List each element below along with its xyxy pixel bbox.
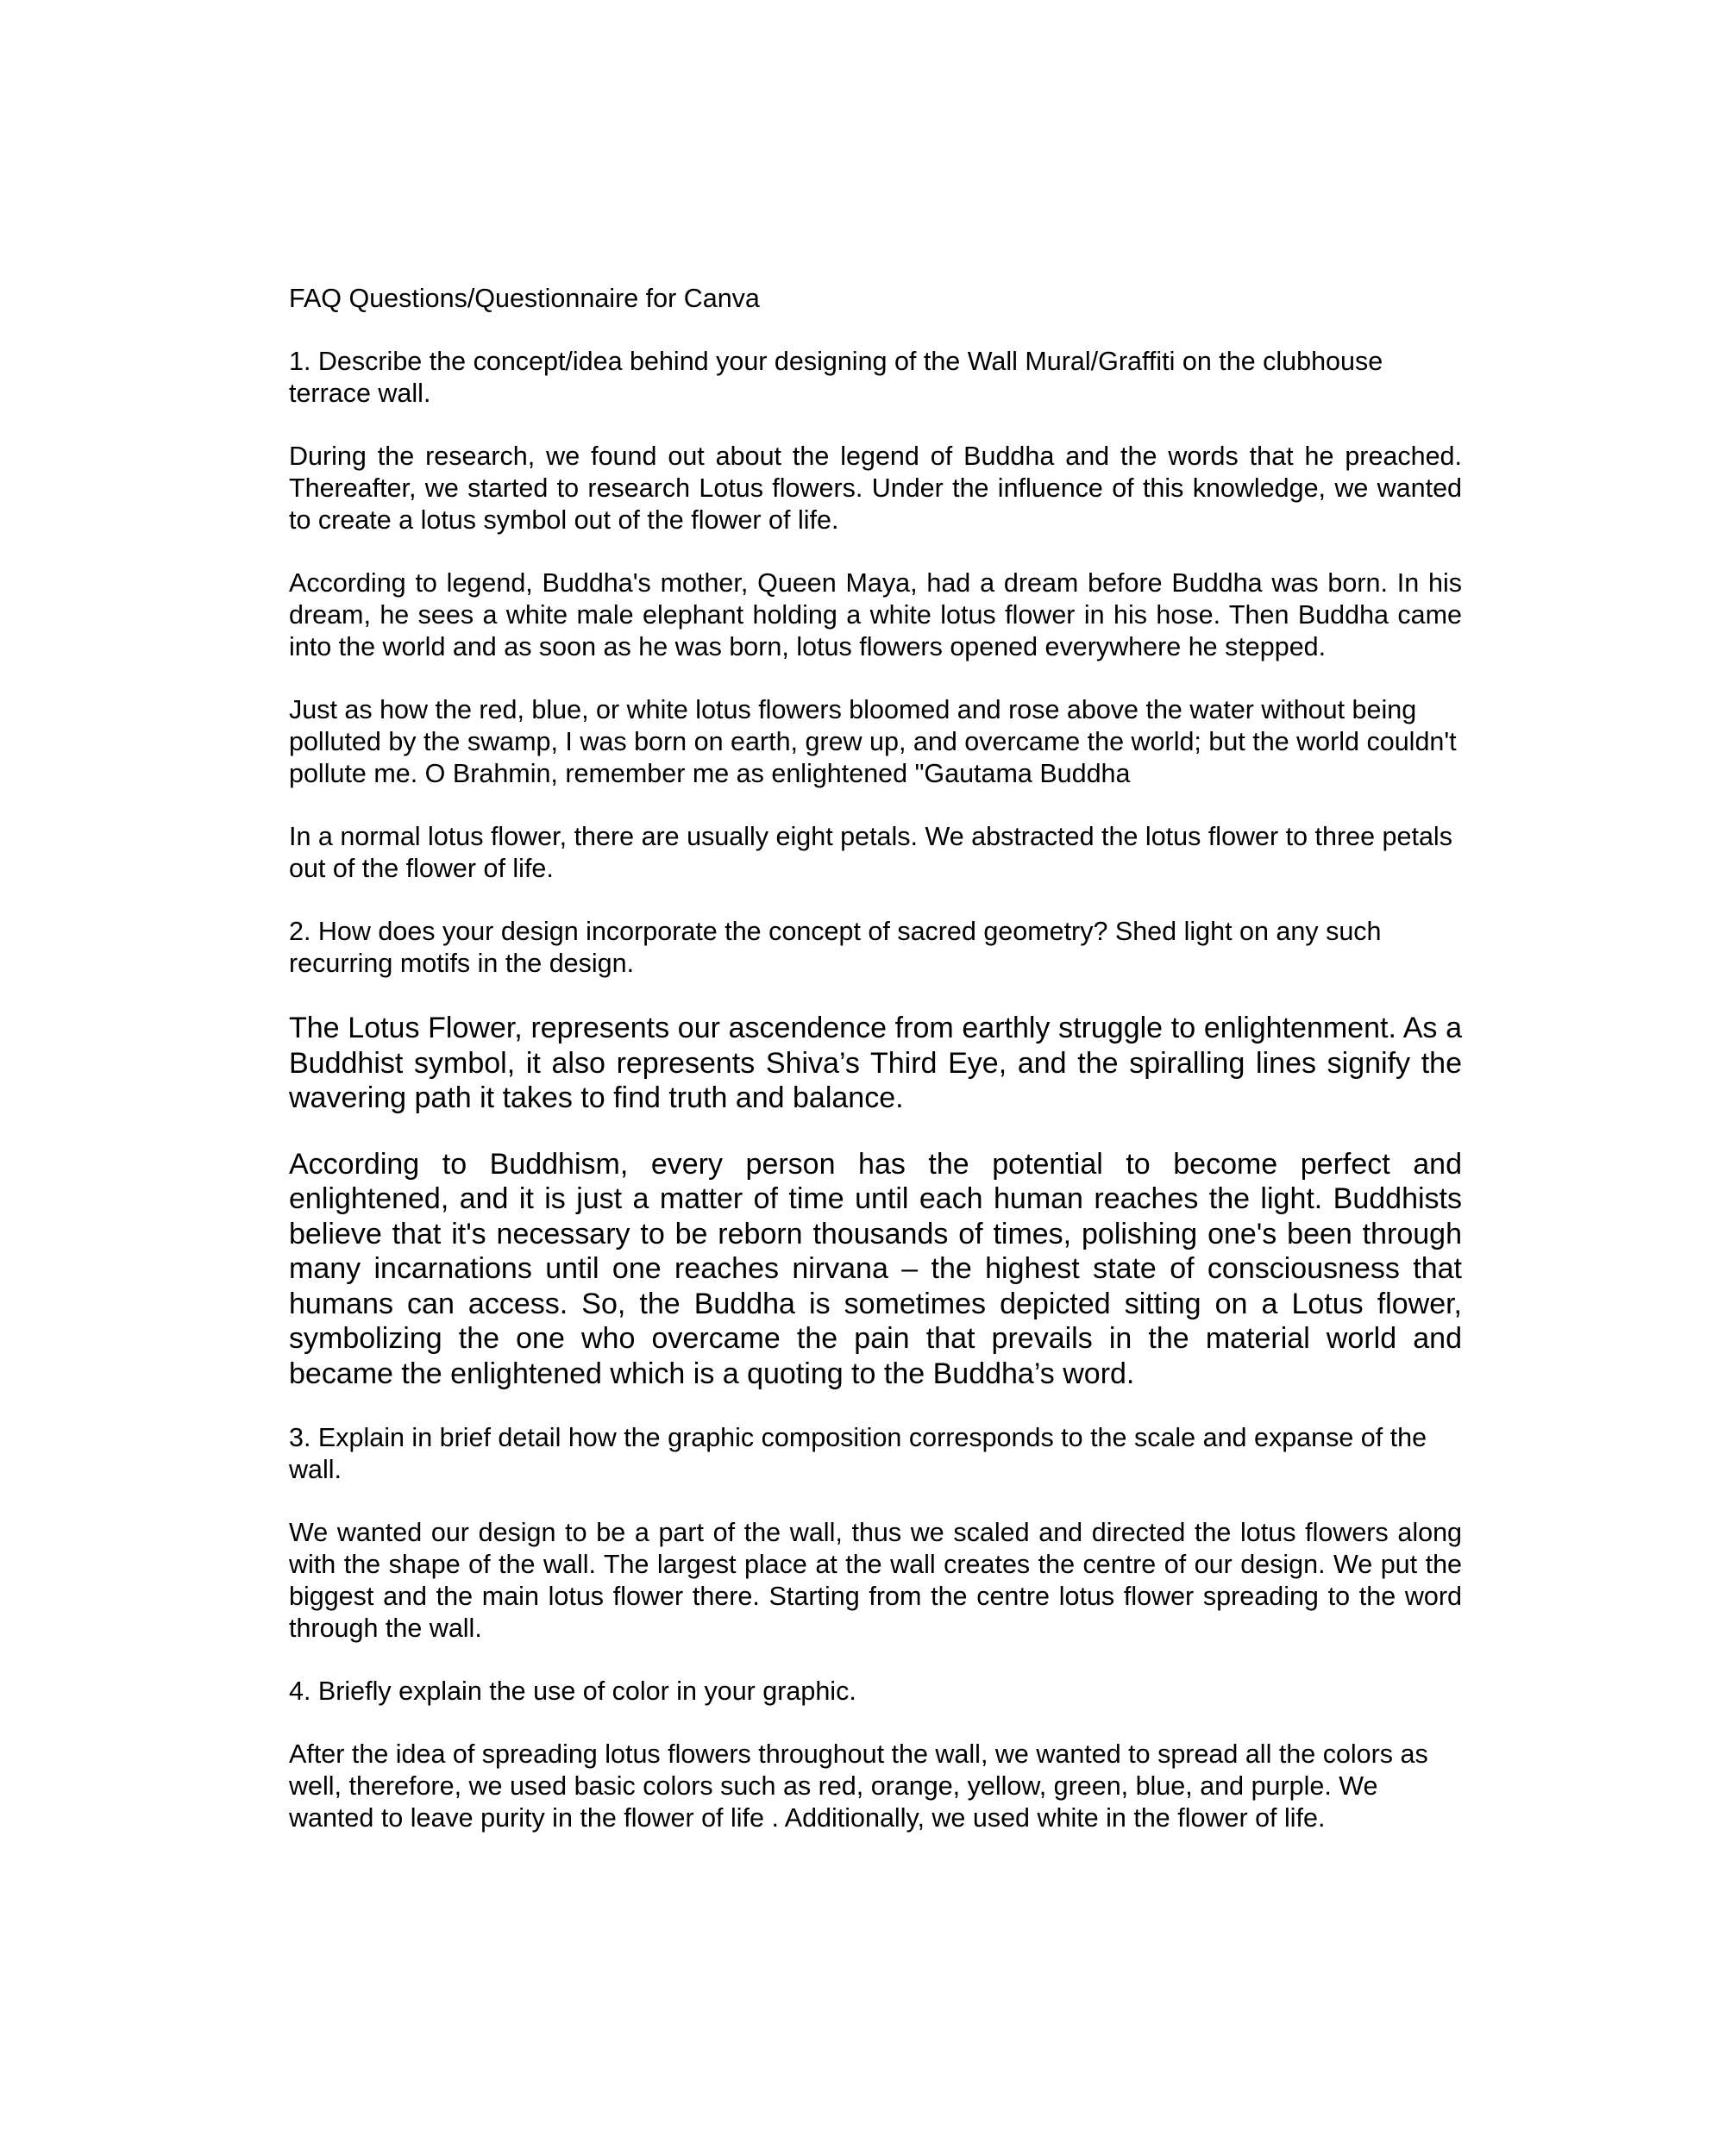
answer-1-paragraph-3: Just as how the red, blue, or white lotus flowers bloomed and rose above the water without being polluted by the swamp, I was born on earth, grew up, and overcame the world; but the world couldn't pollute me. O Brahmin, remember me as enlightened "Gautama Buddha	[289, 695, 1457, 788]
answer-2-paragraph-2: According to Buddhism, every person has the potential to become perfect and enlightened, and it is just a matter of time until each human reaches the light. Buddhists believe that it's necessary to be reborn thousands of times, polishing one's been through many incarnations until one reaches nirvana – the highest state of consciousness that humans can access. So, the Buddha is sometimes depicted sitting on a Lotus flower, symbolizing the one who overcame the pain that prevails in the material world and became the enlightened which is a quoting to the Buddha’s word.	[289, 1147, 1462, 1390]
document-title: FAQ Questions/Questionnaire for Canva	[289, 284, 760, 313]
answer-1-paragraph-1: During the research, we found out about the legend of Buddha and the words that he preached. Thereafter, we started to research Lotus flowers. Under the influence of this knowledge, we wanted to create a lotus symbol out of the flower of life.	[289, 442, 1462, 535]
answer-3-paragraph: We wanted our design to be a part of the wall, thus we scaled and directed the lotus flowers along with the shape of the wall. The largest place at the wall creates the centre of our design. We put the biggest and the main lotus flower there. Starting from the centre lotus flower spreading to the word through the wall.	[289, 1518, 1462, 1643]
document-page	[289, 283, 1462, 1865]
answer-1-paragraph-4: In a normal lotus flower, there are usually eight petals. We abstracted the lotus flower to three petals out of the flower of life.	[289, 822, 1452, 883]
question-3: 3. Explain in brief detail how the graphic composition corresponds to the scale and expanse of the wall.	[289, 1423, 1427, 1484]
question-1: 1. Describe the concept/idea behind your designing of the Wall Mural/Graffiti on the clubhouse terrace wall.	[289, 347, 1383, 408]
question-2: 2. How does your design incorporate the concept of sacred geometry? Shed light on any such recurring motifs in the design.	[289, 917, 1382, 978]
question-4: 4. Briefly explain the use of color in your graphic.	[289, 1677, 856, 1706]
answer-2-paragraph-1: The Lotus Flower, represents our ascendence from earthly struggle to enlightenment. As a Buddhist symbol, it also represents Shiva’s Third Eye, and the spiralling lines signify the wavering path it takes to find truth and balance.	[289, 1012, 1462, 1114]
answer-1-paragraph-2: According to legend, Buddha's mother, Queen Maya, had a dream before Buddha was born. In his dream, he sees a white male elephant holding a white lotus flower in his hose. Then Buddha came into the world and as soon as he was born, lotus flowers opened everywhere he stepped.	[289, 568, 1462, 661]
answer-4-paragraph: After the idea of spreading lotus flowers throughout the wall, we wanted to spread all the colors as well, therefore, we used basic colors such as red, orange, yellow, green, blue, and purple. We wanted to leave purity in the flower of life . Additionally, we used white in the flower of life.	[289, 1739, 1428, 1833]
